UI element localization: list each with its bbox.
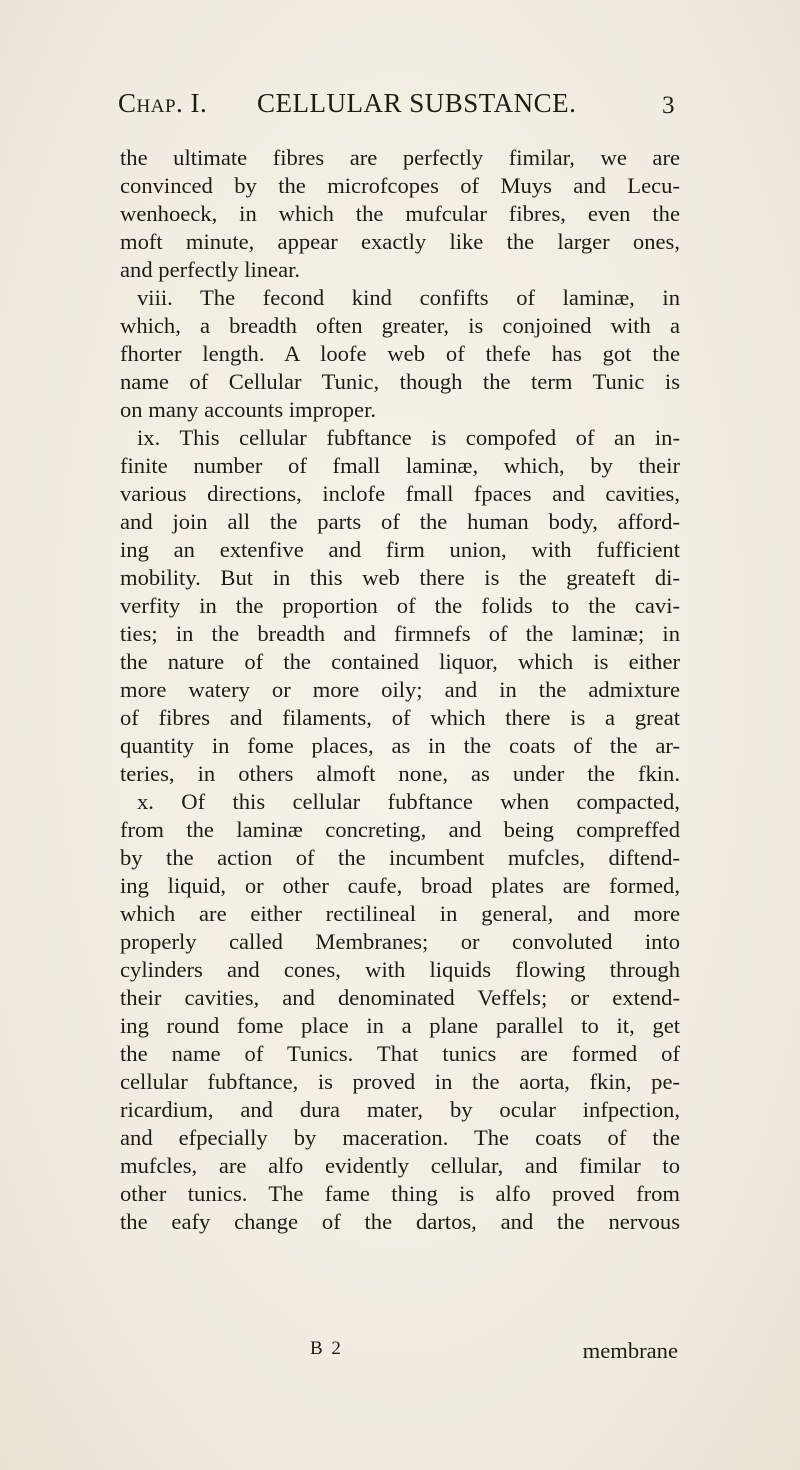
text-line: ing an extenfive and firm union, with fufficient [120,537,680,562]
text-line: ties; in the breadth and firmnefs of the laminæ; in [120,621,680,646]
text-line: name of Cellular Tunic, though the term Tunic is [120,369,680,394]
text-line: the nature of the contained liquor, which is either [120,649,680,674]
text-line: quantity in fome places, as in the coats of the ar- [120,733,680,758]
text-line: which are either rectilineal in general, and more [120,901,680,926]
signature-mark: B 2 [310,1338,343,1359]
catchword: membrane [582,1338,678,1363]
text-line: wenhoeck, in which the mufcular fibres, even the [120,201,680,226]
text-line: mobility. But in this web there is the greateft di- [120,565,680,590]
text-line: more watery or more oily; and in the admixture [120,677,680,702]
text-line: of fibres and filaments, of which there is a great [120,705,680,730]
text-line: and perfectly linear. [120,257,301,282]
text-line: the ultimate fibres are perfectly fimilar, we are [120,145,680,170]
running-head [118,88,678,128]
text-line: properly called Membranes; or convoluted into [120,929,680,954]
text-line: mufcles, are alfo evidently cellular, and fimilar to [120,1153,680,1178]
text-line: fhorter length. A loofe web of thefe has got the [120,341,680,366]
text-line: cylinders and cones, with liquids flowing through [120,957,680,982]
text-line: the name of Tunics. That tunics are formed of [120,1041,680,1066]
text-line: ing liquid, or other caufe, broad plates are formed, [120,873,680,898]
text-line: and join all the parts of the human body, afford- [120,509,680,534]
text-line: finite number of fmall laminæ, which, by their [120,453,680,478]
text-line: convinced by the microfcopes of Muys and Lecu- [120,173,680,198]
text-line-section-x: x. Of this cellular fubftance when compacted, [137,789,680,814]
text-line: by the action of the incumbent mufcles, diftend- [120,845,680,870]
text-line: ing round fome place in a plane parallel to it, get [120,1013,680,1038]
text-line: which, a breadth often greater, is conjoined with a [120,313,680,338]
text-line: their cavities, and denominated Veffels; or extend- [120,985,680,1010]
text-line: moft minute, appear exactly like the larger ones, [120,229,680,254]
text-line: cellular fubftance, is proved in the aorta, fkin, pe- [120,1069,680,1094]
page-number: 3 [662,92,675,119]
text-line: various directions, inclofe fmall fpaces and cavities, [120,481,680,506]
chapter-label: Chap. I. [118,88,208,118]
body-text [120,144,680,1236]
text-line-section-ix: ix. This cellular fubftance is compofed of an in- [137,425,680,450]
text-line: from the laminæ concreting, and being compreffed [120,817,680,842]
text-line: and efpecially by maceration. The coats of the [120,1125,680,1150]
text-line: teries, in others almoft none, as under the fkin. [120,761,680,786]
text-line: verfity in the proportion of the folids to the cavi- [120,593,680,618]
text-line: ricardium, and dura mater, by ocular infpection, [120,1097,680,1122]
chapter-title: CELLULAR SUBSTANCE. [257,88,577,118]
page-footer [120,1338,680,1368]
text-line: on many accounts improper. [120,397,376,422]
text-line: other tunics. The fame thing is alfo proved from [120,1181,680,1206]
text-line: the eafy change of the dartos, and the nervous [120,1209,680,1234]
text-line-section-viii: viii. The fecond kind confifts of laminæ, in [137,285,680,310]
